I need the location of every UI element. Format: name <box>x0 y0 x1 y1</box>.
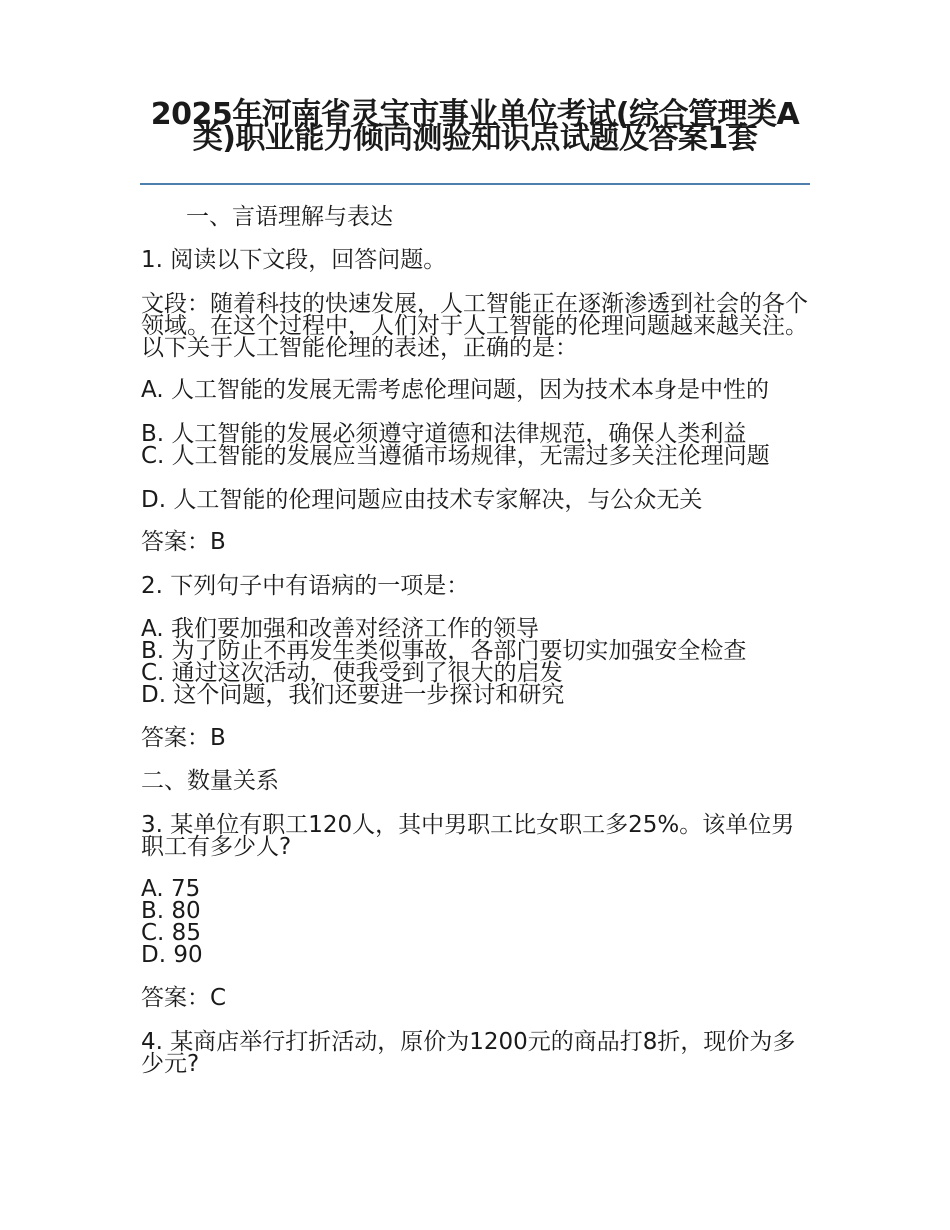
q2-answer: 答案：B <box>141 725 226 751</box>
q2-stem: 2. 下列句子中有语病的一项是： <box>141 573 470 599</box>
q3-option-c: C. 85 <box>141 920 201 946</box>
q1-stem: 1. 阅读以下文段，回答问题。 <box>141 247 447 273</box>
q1-option-b: B. 人工智能的发展必须遵守道德和法律规范，确保人类利益 <box>141 421 747 447</box>
q1-option-a: A. 人工智能的发展无需考虑伦理问题，因为技术本身是中性的 <box>141 377 769 403</box>
section-heading-quantitative: 二、数量关系 <box>141 768 279 794</box>
q2-option-b: B. 为了防止不再发生类似事故，各部门要切实加强安全检查 <box>141 638 747 664</box>
q1-option-d: D. 人工智能的伦理问题应由技术专家解决，与公众无关 <box>141 487 703 513</box>
q1-answer: 答案：B <box>141 529 226 555</box>
q2-option-c: C. 通过这次活动，使我受到了很大的启发 <box>141 660 563 686</box>
q3-stem: 3. 某单位有职工120人，其中男职工比女职工多25%。该单位男职工有多少人? <box>141 812 795 860</box>
q1-passage: 文段：随着科技的快速发展，人工智能正在逐渐渗透到社会的各个领域。在这个过程中，人们对于人工智能的伦理问题越来越关注。以下关于人工智能伦理的表述，正确的是： <box>141 291 808 361</box>
q3-option-a: A. 75 <box>141 876 201 902</box>
title-divider <box>140 183 810 185</box>
q3-option-b: B. 80 <box>141 898 201 924</box>
q3-option-d: D. 90 <box>141 942 203 968</box>
q4-stem: 4. 某商店举行打折活动，原价为1200元的商品打8折，现价为多少元? <box>141 1029 796 1077</box>
q2-option-d: D. 这个问题，我们还要进一步探讨和研究 <box>141 682 565 708</box>
document-title: 2025年河南省灵宝市事业单位考试(综合管理类A类)职业能力倾向测验知识点试题及答案1套 <box>150 97 800 156</box>
section-heading-verbal: 一、言语理解与表达 <box>186 204 393 230</box>
q3-answer: 答案：C <box>141 985 227 1011</box>
q1-option-c: C. 人工智能的发展应当遵循市场规律，无需过多关注伦理问题 <box>141 443 770 469</box>
q2-option-a: A. 我们要加强和改善对经济工作的领导 <box>141 616 539 642</box>
